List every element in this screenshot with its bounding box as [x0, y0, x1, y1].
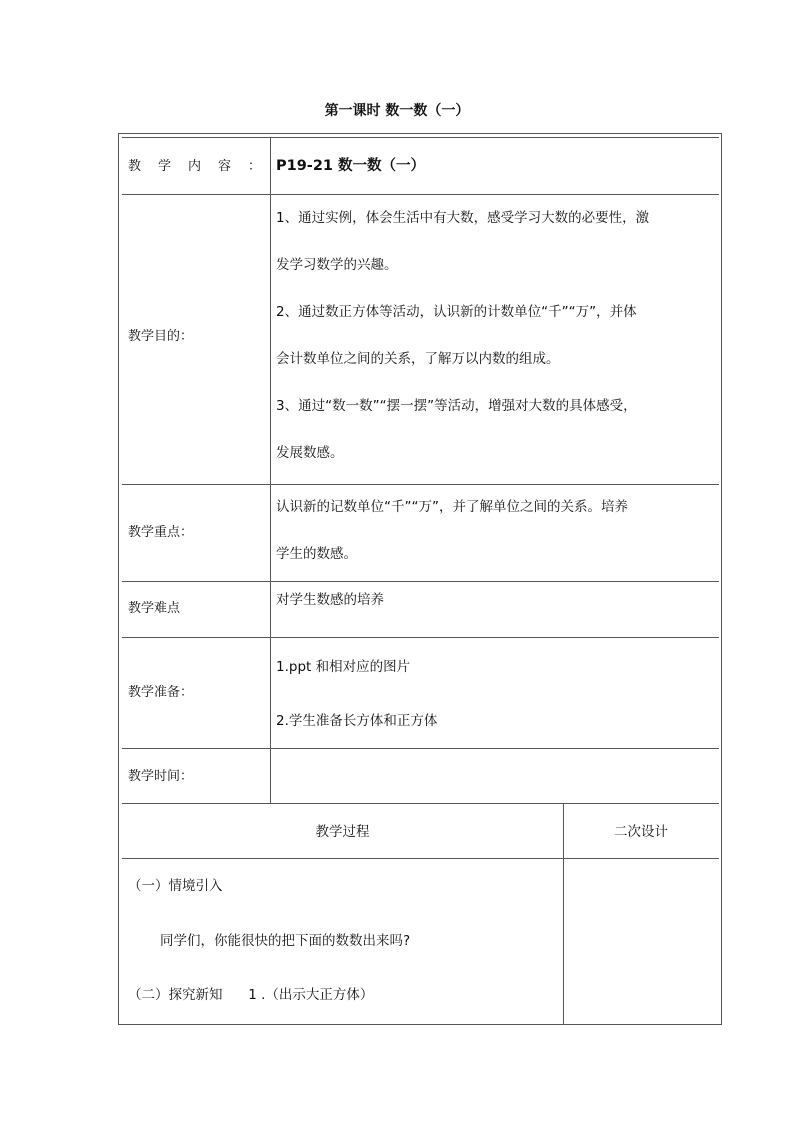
label-key-points: 教学重点：	[128, 525, 194, 540]
objectives-text	[276, 195, 715, 477]
key-points-text	[276, 484, 715, 578]
preparation-line: 2.学生准备长方体和正方体	[276, 713, 438, 729]
label-preparation: 教学准备：	[128, 685, 194, 700]
objective-line: 2、通过数正方体等活动，认识新的计数单位“千”“万”，并体	[276, 304, 637, 320]
row-difficulty	[122, 581, 719, 638]
key-point-line: 学生的数感。	[276, 546, 357, 562]
lesson-plan-table	[118, 133, 722, 1025]
objective-line: 会计数单位之间的关系，了解万以内数的组成。	[276, 351, 560, 367]
label-time: 教学时间：	[128, 769, 194, 784]
page-title: 第一课时 数一数（一）	[324, 103, 470, 119]
row-content	[122, 137, 719, 195]
objective-line: 3、通过“数一数”“摆一摆”等活动，增强对大数的具体感受，	[276, 398, 637, 414]
process-line: 同学们，你能很快的把下面的数数出来吗?	[160, 933, 411, 949]
process-line: （二）探究新知 1 .（出示大正方体）	[128, 987, 374, 1003]
row-process-body	[122, 858, 719, 1024]
row-key-points	[122, 484, 719, 582]
objective-line: 发展数感。	[276, 445, 344, 461]
key-point-line: 认识新的记数单位“千”“万”，并了解单位之间的关系。培养	[276, 499, 628, 515]
header-second-design: 二次设计	[614, 824, 668, 840]
row-time	[122, 748, 719, 804]
row-preparation	[122, 637, 719, 749]
value-difficulty: 对学生数感的培养	[276, 592, 384, 608]
objective-line: 发学习数学的兴趣。	[276, 257, 398, 273]
header-process: 教学过程	[315, 824, 370, 840]
label-difficulty: 教学难点	[128, 601, 181, 616]
preparation-line: 1.ppt 和相对应的图片	[276, 659, 411, 675]
label-objectives: 教学目的：	[128, 329, 194, 344]
row-objectives	[122, 194, 719, 485]
objective-line: 1、通过实例，体会生活中有大数，感受学习大数的必要性，激	[276, 210, 650, 226]
row-process-header	[122, 803, 719, 859]
value-content: P19-21 数一数（一）	[276, 158, 426, 174]
process-line: （一）情境引入	[128, 878, 223, 894]
label-content: 教 学 内 容 ：	[128, 159, 264, 174]
